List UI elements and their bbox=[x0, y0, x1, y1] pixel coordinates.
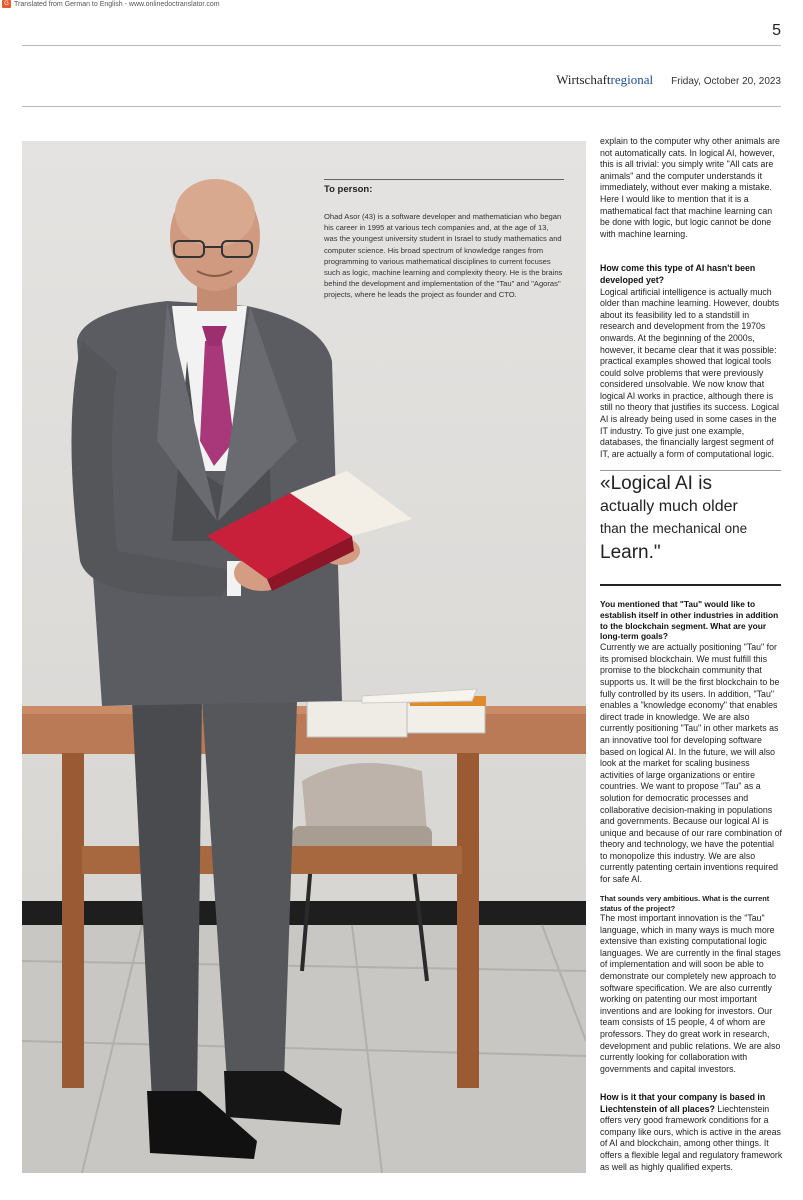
question-2: You mentioned that "Tau" would like to establish itself in other industries in addition to the blockchain segment. What are your long-term goals? bbox=[600, 599, 779, 642]
pullquote-rule-top bbox=[600, 470, 781, 471]
person-infobox bbox=[324, 179, 564, 301]
pullquote-line-2: actually much older bbox=[600, 498, 738, 515]
translator-banner bbox=[2, 0, 220, 8]
translate-icon: G bbox=[2, 0, 11, 8]
pullquote-line-1: «Logical AI is bbox=[600, 473, 712, 494]
question-3: That sounds very ambitious. What is the current status of the project? bbox=[600, 894, 770, 913]
article-intro: explain to the computer why other animals are not automatically cats. In logical AI, however, this is all trivial: you simply write "All cats are animals" and the computer understands it immediately, without ever making a mistake. Here I would like to mention that it is a mathematical fact that machine learning can be done with logic, but logic cannot be done with machine learning. bbox=[600, 136, 780, 239]
page-number: 5 bbox=[772, 22, 781, 39]
answer-1: Logical artificial intelligence is actually much older than machine learning. However, doubts about its feasibility led to a standstill in research and development from the 1970s onwards. At the beginning of the 2000s, however, it became clear that it was possible: practical examples showed that logical tools could solve problems that were previously considered unsolvable. We now know that logical AI works in practice, although there is still no theory that justifies its success. Logical AI is already being used in some cases in the IT industry. To give just one example, databases, the financially largest segment of IT, are actually a form of computational logic. bbox=[600, 286, 779, 459]
brand-logo: Wirtschaftregional bbox=[556, 72, 654, 87]
pullquote-rule-bottom bbox=[600, 584, 781, 586]
header-rule bbox=[22, 45, 781, 46]
answer-3: The most important innovation is the "Tau" language, which in many ways is much more extensive than existing computational logic languages. We are currently in the final stages of implementation and will soon be able to demonstrate our completely new approach to software specification. We are also currently working on patenting our most important inventions and are looking for investors. Our team consists of 15 people, 4 of whom are professors. They do great work in research, development and public relations. We are also currently looking for collaboration with governments and capital investors. bbox=[600, 913, 781, 1074]
masthead bbox=[556, 72, 781, 88]
article-block-liechtenstein bbox=[600, 1092, 783, 1173]
translator-note: Translated from German to English - www.onlinedoctranslator.com bbox=[14, 0, 220, 8]
pullquote-line-3: than the mechanical one bbox=[600, 521, 748, 536]
pullquote-line-4: Learn." bbox=[600, 542, 661, 563]
portrait-photo bbox=[22, 141, 586, 1173]
infobox-title: To person: bbox=[324, 184, 373, 195]
masthead-rule bbox=[22, 106, 781, 107]
pull-quote bbox=[600, 472, 783, 565]
article-block-goals bbox=[600, 599, 783, 886]
answer-2: Currently we are actually positioning "Tau" for its promised blockchain. We must fulfill this promise to the blockchain community that supports us. It will be the first blockchain to be fully controlled by its users. In addition, "Tau" enables a "knowledge economy" that enables direct trade in knowledge. We are also currently positioning "Tau" in other markets as an innovative tool for developing software based on logical AI. In the future, we will also look at the market for scaling business activities of large organizations or entire countries. We want to propose "Tau" as a solution for democratic processes and collaborative decision-making in populations and governments. Because our logical AI is unique and because of our rare combination of theory and technology, we have the potential to monopolize this industry. We are also currently patenting certain inventions required for safe AI. bbox=[600, 642, 782, 885]
answer-4: Liechtenstein offers very good framework conditions for a company like ours, which is active in the areas of AI and blockchain, among other things. It offers a flexible legal and regulatory framework as well as highly qualified experts. bbox=[600, 1103, 783, 1172]
article-block-status bbox=[600, 894, 783, 1075]
question-4: How is it that your company is based in Liechtenstein of all places? bbox=[600, 1092, 766, 1114]
publication-date: Friday, October 20, 2023 bbox=[671, 76, 781, 87]
article-column-top bbox=[600, 136, 783, 460]
infobox-text: Ohad Asor (43) is a software developer and mathematician who began his career in 1995 at various tech companies and, at the age of 13, was the youngest university student in Israel to study mathematics and computer science. His broad spectrum of knowledge ranges from programming to various mathematical disciplines to current focuses such as logic, machine learning and complexity theory. He is the brains behind the development and implementation of the "Tau" and "Agoras" projects, where he leads the project as founder and CTO. bbox=[324, 212, 563, 300]
infobox-rule bbox=[324, 179, 564, 180]
question-1: How come this type of AI hasn't been developed yet? bbox=[600, 263, 756, 285]
